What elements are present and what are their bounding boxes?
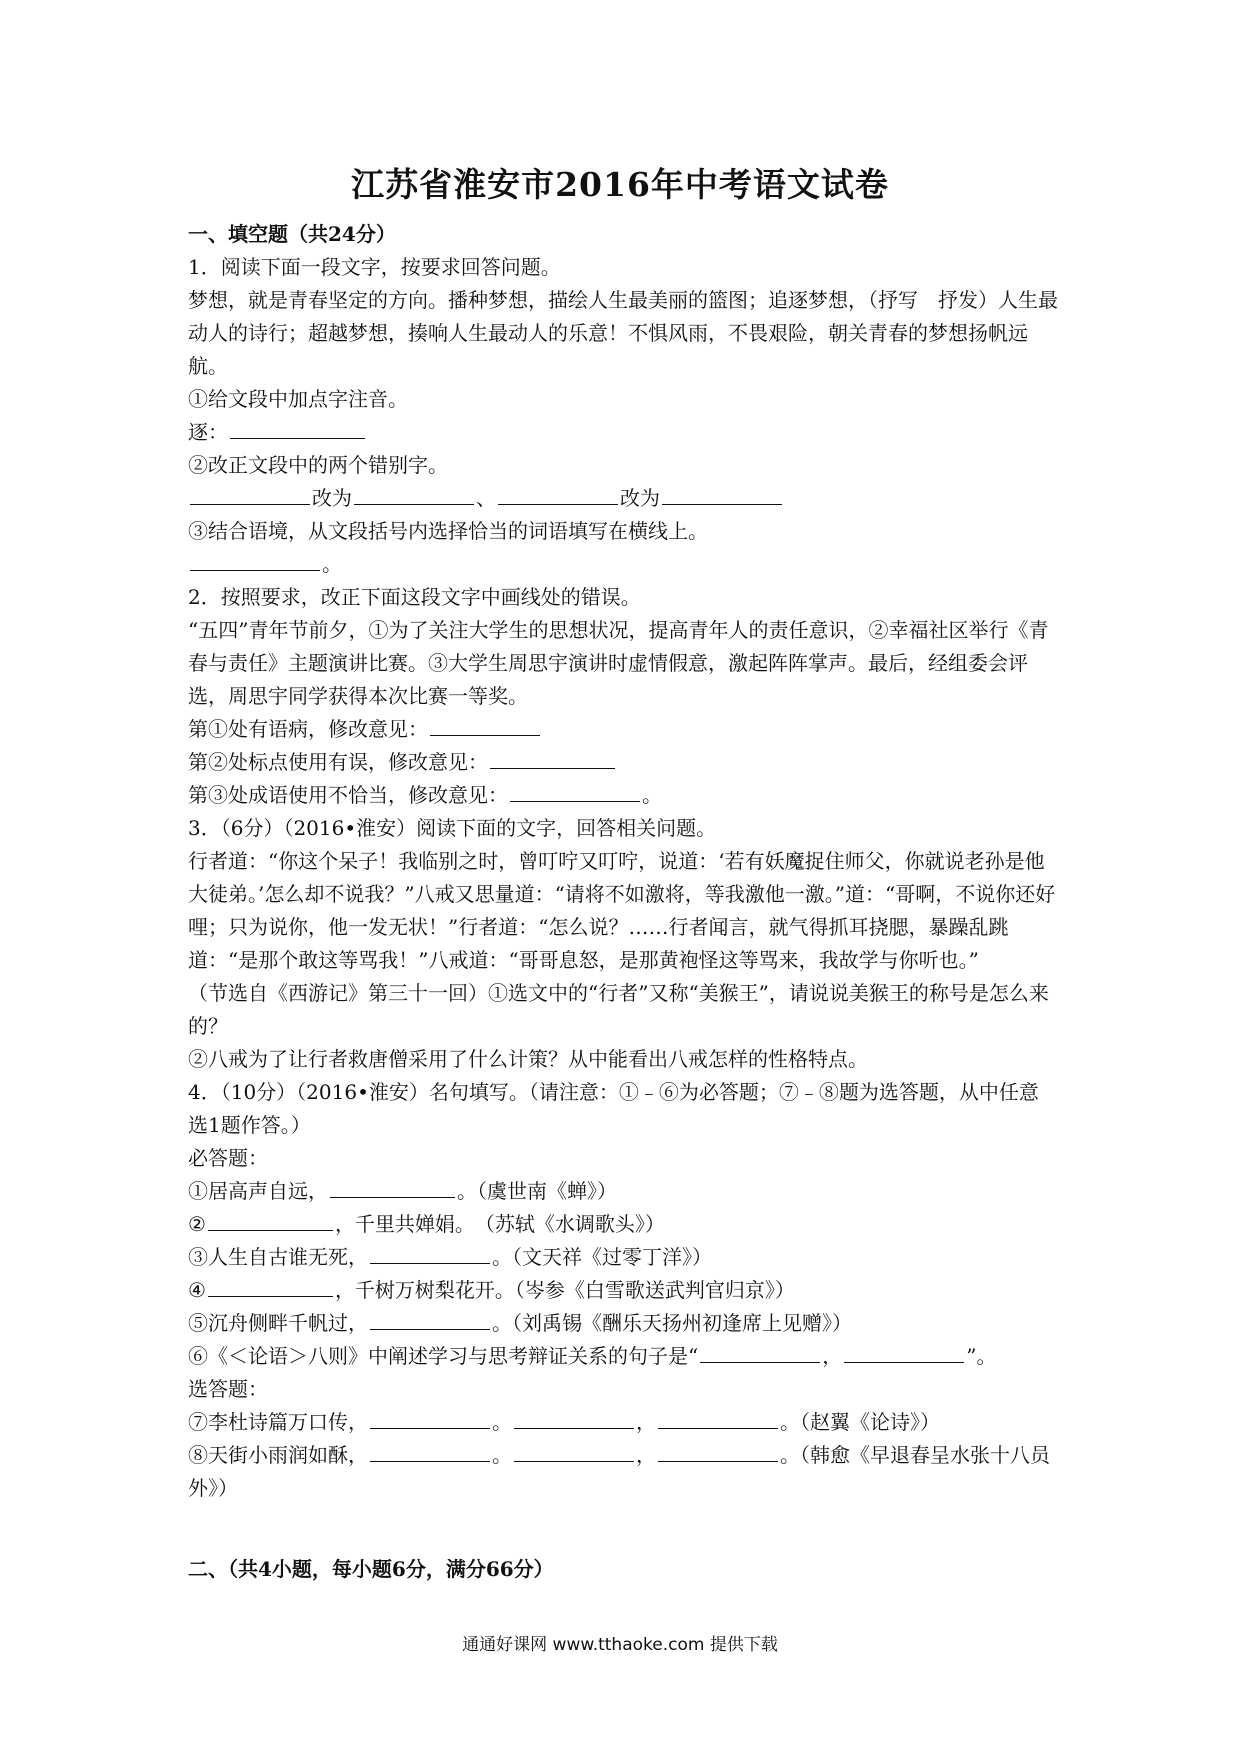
- q1-stem: 1．阅读下面一段文字，按要求回答问题。: [188, 255, 561, 279]
- answer-blank[interactable]: [430, 713, 540, 736]
- q4-o7-sep1: 。: [492, 1410, 512, 1434]
- answer-blank[interactable]: [208, 1208, 333, 1231]
- q4-optional-label: 选答题：: [188, 1377, 268, 1401]
- q4-r1-pre: ①居高声自远，: [188, 1179, 328, 1203]
- q4-r6-pre: ⑥《＜论语＞八则》中阐述学习与思考辩证关系的句子是“: [188, 1344, 699, 1368]
- q4-o8-pre: ⑧天街小雨润如酥，: [188, 1443, 368, 1467]
- q2-line2-label: 第②处标点使用有误，修改意见：: [188, 750, 488, 774]
- q2-line3: [188, 779, 1058, 812]
- answer-blank[interactable]: [662, 482, 782, 505]
- answer-blank[interactable]: [844, 1340, 964, 1363]
- section-gap: [188, 1505, 1058, 1553]
- q4-r1-post: 。（虞世南《蝉》）: [457, 1179, 617, 1203]
- section-2-heading: 二、（共4小题，每小题6分，满分66分）: [188, 1557, 554, 1581]
- q4-o7-post: 。（赵翼《论诗》）: [780, 1410, 940, 1434]
- period: 。: [322, 552, 342, 576]
- q1-sub3-answer-line: [188, 548, 1058, 581]
- q2-line1: [188, 713, 1058, 746]
- q1-sub3: ③结合语境，从文段括号内选择恰当的词语填写在横线上。: [188, 519, 708, 543]
- answer-blank[interactable]: [498, 482, 618, 505]
- q4-r6-post: ”。: [966, 1344, 997, 1368]
- q4-r2-pre: ②: [188, 1212, 206, 1236]
- q4-o7: [188, 1406, 1058, 1439]
- q4-r6-mid: ，: [822, 1344, 843, 1368]
- q4-r3: [188, 1241, 1058, 1274]
- q1-sub1: ①给文段中加点字注音。: [188, 387, 408, 411]
- q1-sub2: ②改正文段中的两个错别字。: [188, 453, 448, 477]
- q2-stem: 2．按照要求，改正下面这段文字中画线处的错误。: [188, 585, 641, 609]
- q4-r4-post: ，千树万树梨花开。（岑参《白雪歌送武判官归京》）: [334, 1278, 795, 1302]
- q4-r5-post: 。（刘禹锡《酬乐天扬州初逢席上见赠》）: [492, 1311, 852, 1335]
- answer-blank[interactable]: [490, 746, 615, 769]
- q4-r5: [188, 1307, 1058, 1340]
- q4-r6: [188, 1340, 1058, 1373]
- q4-r4: [188, 1274, 1058, 1307]
- q4-r3-pre: ③人生自古谁无死，: [188, 1245, 368, 1269]
- q2-line3-label: 第③处成语使用不恰当，修改意见：: [188, 783, 508, 807]
- page-title: 江苏省淮安市2016年中考语文试卷: [351, 165, 889, 204]
- answer-blank[interactable]: [658, 1439, 778, 1462]
- q4-o7-sep2: ，: [636, 1410, 656, 1434]
- answer-blank[interactable]: [370, 1307, 490, 1330]
- q2-passage: “五四”青年节前夕，①为了关注大学生的思想状况，提高青年人的责任意识，②幸福社区举行《青春与责任》主题演讲比赛。③大学生周思宇演讲时虚情假意，激起阵阵掌声。最后，经组委会评选，周思宇同学获得本次比赛一等奖。: [188, 618, 1049, 708]
- answer-blank[interactable]: [370, 1241, 490, 1264]
- exam-content: [188, 218, 1058, 1586]
- section-1-heading: 一、填空题（共24分）: [188, 222, 396, 246]
- q3-stem: 3．（6分）（2016•淮安）阅读下面的文字，回答相关问题。: [188, 816, 717, 840]
- answer-blank[interactable]: [190, 548, 320, 571]
- answer-blank[interactable]: [230, 416, 365, 439]
- q2-line2: [188, 746, 1058, 779]
- q1-sub1-answer-label: 逐：: [188, 420, 228, 444]
- q4-r3-post: 。（文天祥《过零丁洋》）: [492, 1245, 712, 1269]
- q3-source-question1: （节选自《西游记》第三十一回）①选文中的“行者”又称“美猴王”，请说说美猴王的称号是怎么来的？: [188, 981, 1049, 1038]
- q4-stem: 4．（10分）（2016•淮安）名句填写。（请注意：①﹣⑥为必答题；⑦﹣⑧题为选答题，从中任意选1题作答。）: [188, 1080, 1039, 1137]
- period: 。: [642, 783, 662, 807]
- separator: 、: [476, 486, 496, 510]
- answer-blank[interactable]: [330, 1175, 455, 1198]
- answer-blank[interactable]: [514, 1439, 634, 1462]
- answer-blank[interactable]: [514, 1406, 634, 1429]
- answer-blank[interactable]: [510, 779, 640, 802]
- answer-blank[interactable]: [208, 1274, 333, 1297]
- page-footer: 通通好课网 www.tthaoke.com 提供下载: [462, 1635, 778, 1655]
- q3-passage: 行者道：“你这个呆子！我临别之时，曾叮咛又叮咛，说道：‘若有妖魔捉住师父，你就说老孙是他大徒弟。’怎么却不说我？”八戒又思量道：“请将不如激将，等我激他一激。”道：“哥啊，不说你还好哩；只为说你，他一发无状！”行者道：“怎么说？……行者闻言，就气得抓耳挠腮，暴躁乱跳道：“是那个敢这等骂我！”八戒道：“哥哥息怒，是那黄袍怪这等骂来，我故学与你听也。”: [188, 849, 1056, 972]
- q2-line1-label: 第①处有语病，修改意见：: [188, 717, 428, 741]
- q4-required-label: 必答题：: [188, 1146, 268, 1170]
- q4-o8-sep1: 。: [492, 1443, 512, 1467]
- answer-blank[interactable]: [190, 482, 310, 505]
- q1-sub2-answer-line: [188, 482, 1058, 515]
- answer-blank[interactable]: [658, 1406, 778, 1429]
- answer-blank[interactable]: [370, 1406, 490, 1429]
- q4-r5-pre: ⑤沉舟侧畔千帆过，: [188, 1311, 368, 1335]
- q4-o8-sep2: ，: [636, 1443, 656, 1467]
- answer-blank[interactable]: [354, 482, 474, 505]
- q4-o8: [188, 1439, 1058, 1505]
- change-to-label: 改为: [620, 486, 660, 510]
- answer-blank[interactable]: [370, 1439, 490, 1462]
- q4-o8-post: 。（韩愈《早退春呈水张十八员外》）: [188, 1443, 1050, 1500]
- q1-sub1-answer-line: [188, 416, 1058, 449]
- q4-o7-pre: ⑦李杜诗篇万口传，: [188, 1410, 368, 1434]
- q1-passage: 梦想，就是青春坚定的方向。播种梦想，描绘人生最美丽的篮图；追逐梦想，（抒写 抒发）人生最动人的诗行；超越梦想，揍响人生最动人的乐意！不惧风雨，不畏艰险，朝关青春的梦想扬帆远航。: [188, 288, 1058, 378]
- q4-r2-post: ，千里共婵娟。 （苏轼《水调歌头》）: [334, 1212, 665, 1236]
- answer-blank[interactable]: [700, 1340, 820, 1363]
- q4-r2: [188, 1208, 1058, 1241]
- q4-r4-pre: ④: [188, 1278, 206, 1302]
- change-to-label: 改为: [312, 486, 352, 510]
- q4-r1: [188, 1175, 1058, 1208]
- q3-question2: ②八戒为了让行者救唐僧采用了什么计策？从中能看出八戒怎样的性格特点。: [188, 1047, 868, 1071]
